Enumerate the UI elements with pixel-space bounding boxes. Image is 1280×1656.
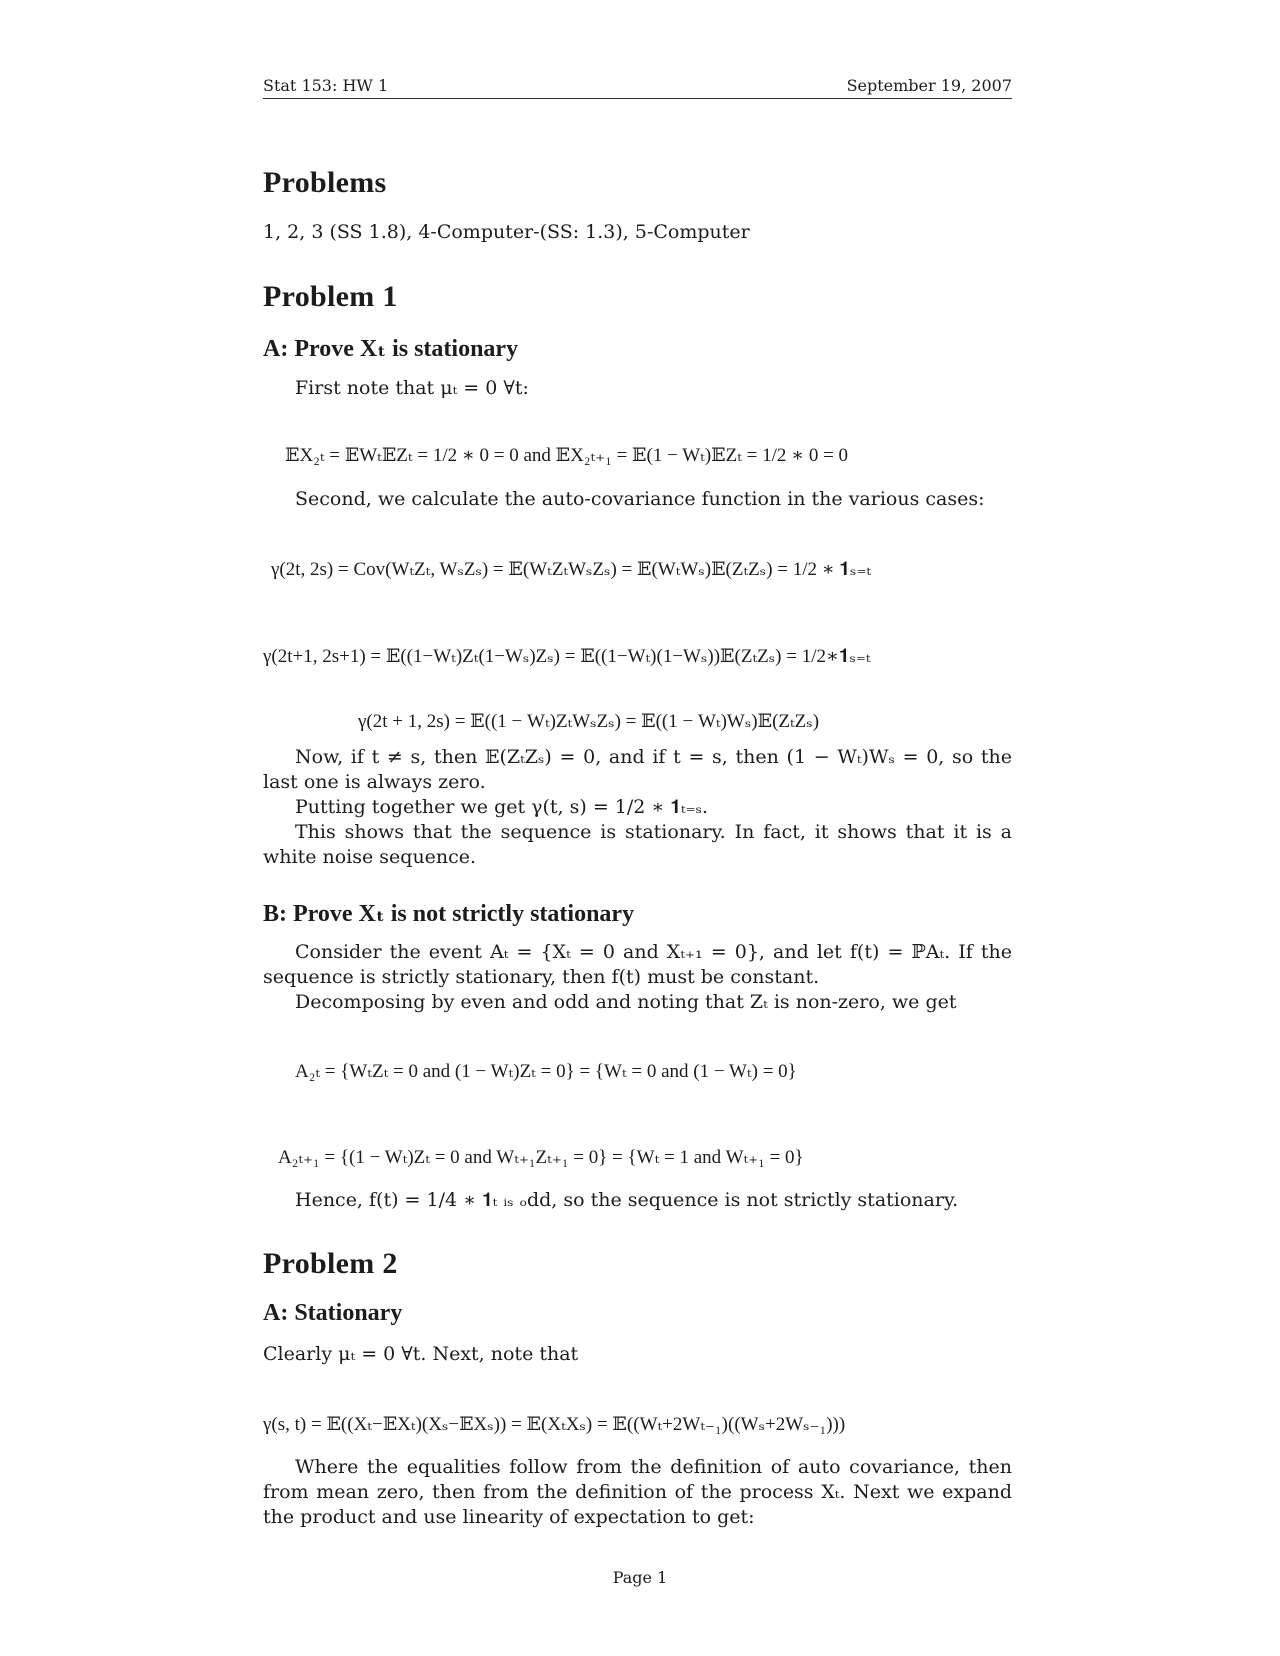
- header-course: Stat 153: HW 1: [263, 76, 389, 95]
- problem1-partb-heading: B: Prove Xₜ is not strictly stationary: [263, 901, 635, 927]
- problem2-parta-where: Where the equalities follow from the definition of auto covariance, then from mean zero, then from the definition of the process Xₜ. Next we expand the product and use linearity of expectation to get:: [263, 1456, 1012, 1528]
- page-number: Page 1: [612, 1568, 668, 1587]
- equation-cov-mixed: γ(2t + 1, 2s) = 𝔼((1 − Wₜ)ZₜWₛZₛ) = 𝔼((1 − Wₜ)Wₛ)𝔼(ZₜZₛ): [358, 711, 820, 732]
- problem2-parta-clearly: Clearly μₜ = 0 ∀t. Next, note that: [263, 1343, 579, 1365]
- header-date: September 19, 2007: [846, 76, 1012, 95]
- problem1-parta-intro: First note that μₜ = 0 ∀t:: [295, 377, 529, 399]
- problem1-partb-decomposing: Decomposing by even and odd and noting that Zₜ is non-zero, we get: [295, 991, 957, 1013]
- problem1-parta-now: Now, if t ≠ s, then 𝔼(ZₜZₛ) = 0, and if t = s, then (1 − Wₜ)Wₛ = 0, so the last one is always zero.: [263, 746, 1012, 793]
- problem1-partb-consider: Consider the event Aₜ = {Xₜ = 0 and Xₜ₊₁ = 0}, and let f(t) = ℙAₜ. If the sequence is strictly stationary, then f(t) must be constant.: [263, 941, 1012, 988]
- equation-mean: 𝔼X₂ₜ = 𝔼Wₜ𝔼Zₜ = 1/2 ∗ 0 = 0 and 𝔼X₂ₜ₊₁ = 𝔼(1 − Wₜ)𝔼Zₜ = 1/2 ∗ 0 = 0: [285, 445, 849, 466]
- problems-list: 1, 2, 3 (SS 1.8), 4-Computer-(SS: 1.3), 5-Computer: [263, 221, 750, 243]
- problem1-parta-putting: Putting together we get γ(t, s) = 1/2 ∗ 𝟏ₜ₌ₛ.: [295, 796, 709, 818]
- equation-cov-even: γ(2t, 2s) = Cov(WₜZₜ, WₛZₛ) = 𝔼(WₜZₜWₛZₛ) = 𝔼(WₜWₛ)𝔼(ZₜZₛ) = 1/2 ∗ 𝟏ₛ₌ₜ: [271, 559, 872, 580]
- problem1-parta-heading: A: Prove Xₜ is stationary: [263, 336, 519, 362]
- equation-a-odd: A₂ₜ₊₁ = {(1 − Wₜ)Zₜ = 0 and Wₜ₊₁Zₜ₊₁ = 0} = {Wₜ = 1 and Wₜ₊₁ = 0}: [278, 1147, 804, 1168]
- equation-gamma: γ(s, t) = 𝔼((Xₜ−𝔼Xₜ)(Xₛ−𝔼Xₛ)) = 𝔼(XₜXₛ) = 𝔼((Wₜ+2Wₜ₋₁)((Wₛ+2Wₛ₋₁))): [263, 1414, 846, 1435]
- problem1-parta-second: Second, we calculate the auto-covariance function in the various cases:: [295, 488, 985, 510]
- problems-heading: Problems: [263, 166, 387, 199]
- problem2-heading: Problem 2: [263, 1247, 398, 1280]
- equation-cov-odd: γ(2t+1, 2s+1) = 𝔼((1−Wₜ)Zₜ(1−Wₛ)Zₛ) = 𝔼((1−Wₜ)(1−Wₛ))𝔼(ZₜZₛ) = 1/2∗𝟏ₛ₌ₜ: [263, 646, 871, 667]
- equation-a-even: A₂ₜ = {WₜZₜ = 0 and (1 − Wₜ)Zₜ = 0} = {Wₜ = 0 and (1 − Wₜ) = 0}: [295, 1061, 797, 1082]
- problem1-partb-hence: Hence, f(t) = 1/4 ∗ 𝟏ₜ ᵢₛ ₒdd, so the sequence is not strictly stationary.: [295, 1189, 959, 1211]
- problem1-parta-shows: This shows that the sequence is stationary. In fact, it shows that it is a white noise sequence.: [263, 821, 1012, 868]
- problem2-parta-heading: A: Stationary: [263, 1300, 403, 1326]
- page-header: [263, 76, 1012, 99]
- problem1-heading: Problem 1: [263, 280, 398, 313]
